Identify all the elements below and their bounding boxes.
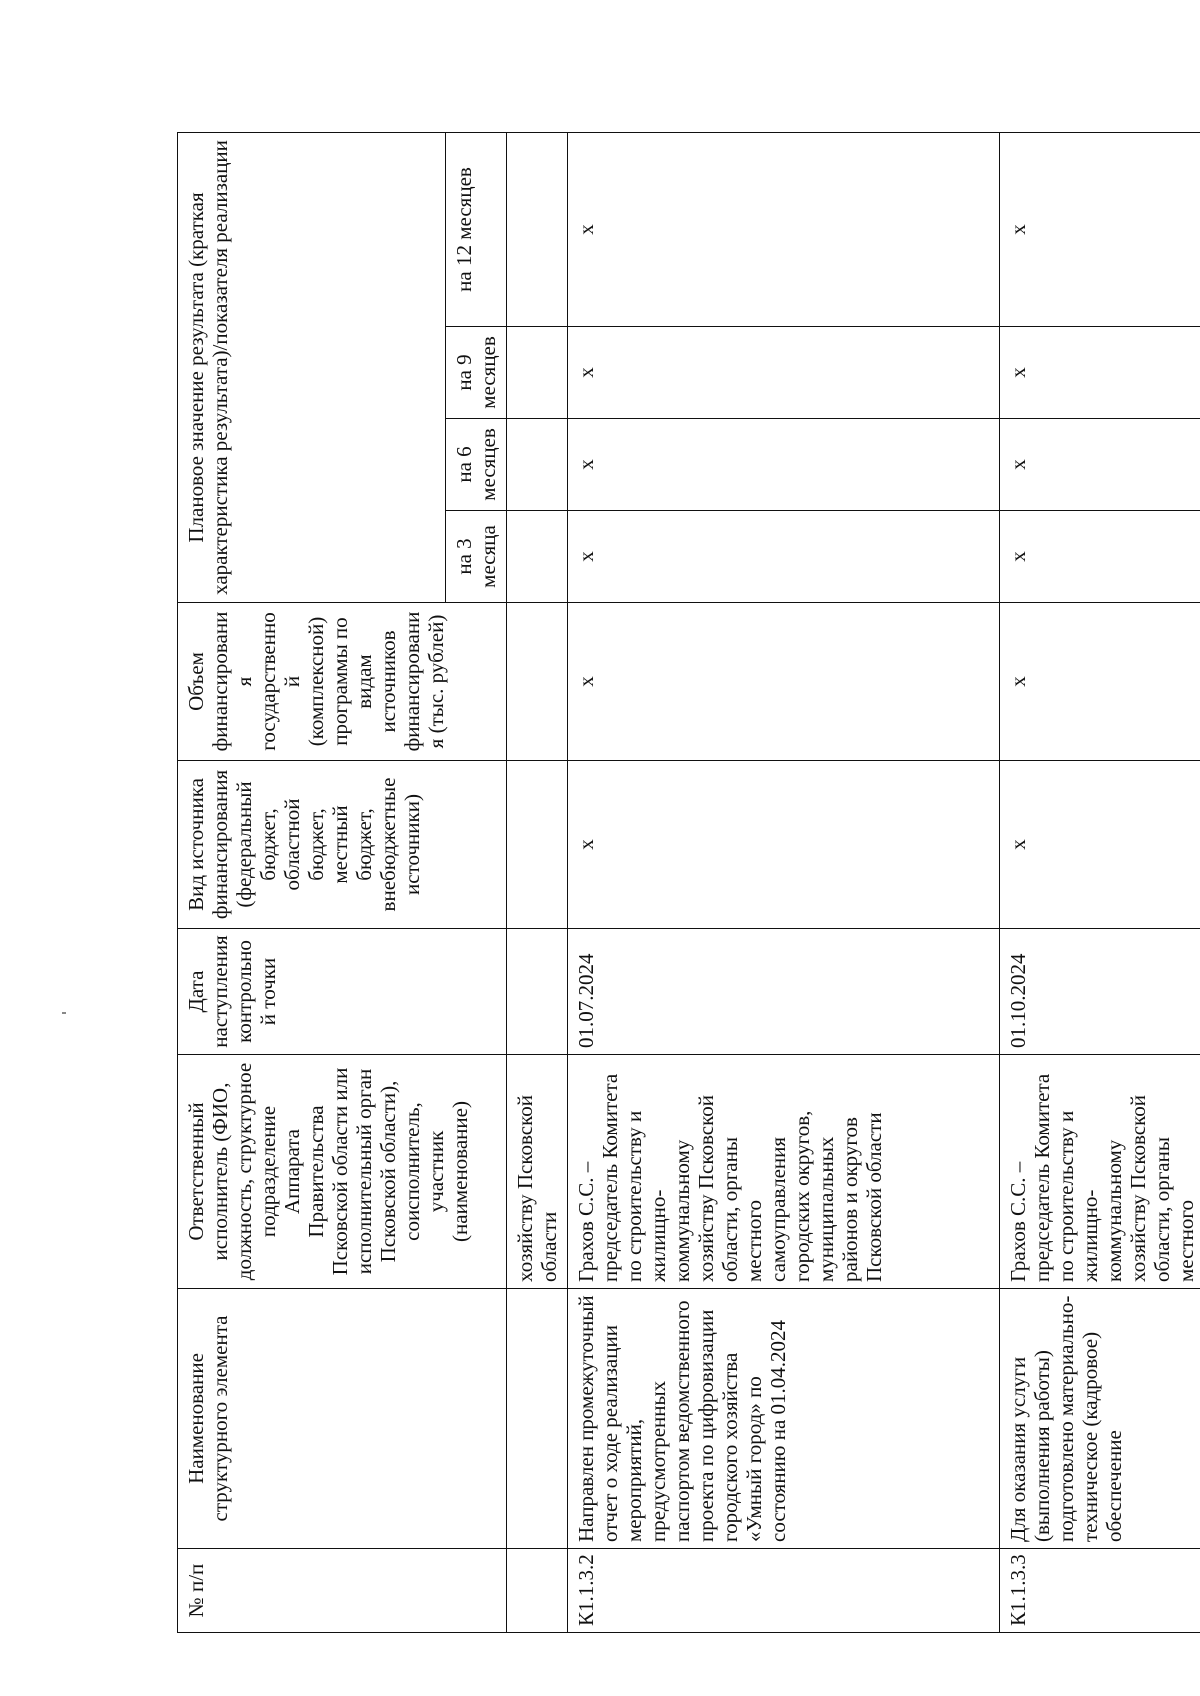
cell-source — [507, 761, 568, 929]
cell-num: К1.1.3.2 — [568, 1549, 1000, 1633]
cell-6-months: х — [568, 419, 1000, 511]
cell-date — [507, 929, 568, 1055]
cell-num: К1.1.3.3 — [1000, 1549, 1200, 1633]
cell-name — [507, 1289, 568, 1549]
cell-3-months — [507, 511, 568, 603]
cell-volume: х — [568, 603, 1000, 761]
cell-date: 01.07.2024 — [568, 929, 1000, 1055]
cell-9-months: х — [1000, 327, 1200, 419]
table-row — [1000, 133, 1200, 1633]
header-date: Дата наступления контрольной точки — [178, 929, 507, 1055]
cell-12-months: х — [568, 133, 1000, 327]
cell-date: 01.10.2024 — [1000, 929, 1200, 1055]
cell-source: х — [1000, 761, 1200, 929]
cell-name: Для оказания услуги (выполнения работы) подготовлено материально-техническое (кадровое) обеспечение — [1000, 1289, 1200, 1549]
header-name: Наименование структурного элемента — [178, 1289, 507, 1549]
program-table — [177, 132, 1200, 1633]
cell-source: х — [568, 761, 1000, 929]
header-3-months: на 3 месяца — [446, 511, 507, 603]
header-planned: Плановое значение результата (краткая характеристика результата)/показателя реализации — [178, 133, 446, 603]
header-9-months: на 9 месяцев — [446, 327, 507, 419]
cell-6-months: х — [1000, 419, 1200, 511]
document-sheet — [177, 133, 1198, 1633]
header-12-months: на 12 месяцев — [446, 133, 507, 327]
cell-responsible: хозяйству Псковской области — [507, 1055, 568, 1289]
header-volume: Объем финансирования государственной (комплексной) программы по видам источников финансирования (тыс. рублей) — [178, 603, 507, 761]
cell-volume — [507, 603, 568, 761]
header-6-months: на 6 месяцев — [446, 419, 507, 511]
scan-speck — [62, 1012, 66, 1014]
cell-volume: х — [1000, 603, 1200, 761]
cell-9-months: х — [568, 327, 1000, 419]
cell-12-months: х — [1000, 133, 1200, 327]
cell-3-months: х — [1000, 511, 1200, 603]
cell-6-months — [507, 419, 568, 511]
header-source: Вид источника финансирования (федеральный бюджет, областной бюджет, местный бюджет, внебюджетные источники) — [178, 761, 507, 929]
table-row-continuation — [507, 133, 568, 1633]
cell-12-months — [507, 133, 568, 327]
cell-responsible: Грахов С.С. – председатель Комитета по строительству и жилищно-коммунальному хозяйству Псковской области, органы местного — [1000, 1055, 1200, 1289]
cell-num — [507, 1549, 568, 1633]
cell-name: Направлен промежуточный отчет о ходе реализации мероприятий, предусмотренных паспортом ведомственного проекта по цифровизации городского хозяйства «Умный город» по состоянию на 01.04.2024 — [568, 1289, 1000, 1549]
cell-9-months — [507, 327, 568, 419]
table-row — [568, 133, 1000, 1633]
cell-3-months: х — [568, 511, 1000, 603]
header-responsible: Ответственный исполнитель (ФИО, должность, структурное подразделение Аппарата Правительства Псковской области или исполнительный орган Псковской области), соисполнитель, участник (наименование) — [178, 1055, 507, 1289]
header-num: № п/п — [178, 1549, 507, 1633]
cell-responsible: Грахов С.С. – председатель Комитета по строительству и жилищно-коммунальному хозяйству Псковской области, органы местного самоуправления городских округов, муниципальных районов и округов Псковской области — [568, 1055, 1000, 1289]
